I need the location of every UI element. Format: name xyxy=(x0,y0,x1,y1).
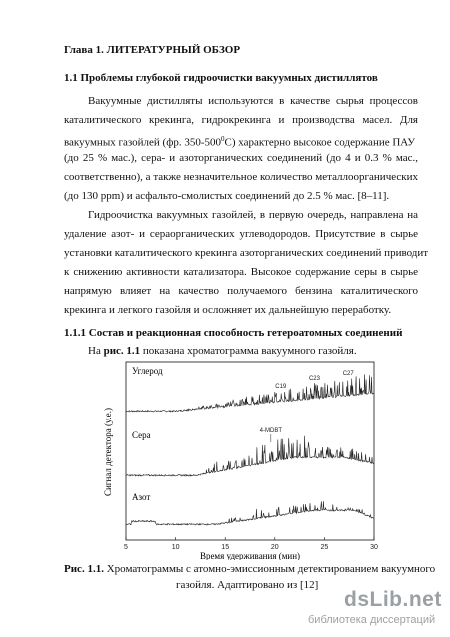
paragraph-line xyxy=(64,132,418,151)
paragraph-fragment: С) характерно высокое содержание ПАУ xyxy=(224,136,416,149)
watermark xyxy=(340,588,446,612)
superscript: 0 xyxy=(221,135,225,143)
section-title: 1.1 Проблемы глубокой гидроочистки вакуумных дистиллятов xyxy=(64,72,378,84)
paragraph-line: установки каталитического крекинга азоторганических соединений приводит xyxy=(64,247,429,259)
x-tick-label: 25 xyxy=(320,544,329,551)
carbon-trace xyxy=(126,374,374,412)
watermark-subtitle: библиотека диссертаций xyxy=(308,614,436,626)
annotation-c23: C23 xyxy=(308,376,320,382)
chromatogram-figure xyxy=(94,360,394,560)
x-tick-label: 20 xyxy=(270,544,279,551)
paragraph-line: Вакуумные дистилляты используются в качестве сырья процессов xyxy=(88,95,418,107)
figure-caption xyxy=(64,562,435,577)
nitrogen-trace xyxy=(126,501,374,525)
panel-label-nitrogen: Азот xyxy=(132,492,151,502)
figure-reference[interactable]: рис. 1.1 xyxy=(103,345,141,357)
paragraph-line: каталитического крекинга, гидрокрекинга и производства масел. Для xyxy=(64,114,418,126)
figure-caption-line2: газойля. Адаптировано из [12] xyxy=(176,579,319,591)
annotation-c27: C27 xyxy=(342,371,354,377)
x-tick-label: 15 xyxy=(221,544,230,551)
x-axis-ticks xyxy=(124,537,378,551)
sulfur-trace xyxy=(126,436,374,476)
paragraph-line: (до 130 ppm) и асфальто-смолистых соединений до 2.5 % мас. [8–11]. xyxy=(64,190,390,202)
paragraph-line: соответственно), а также незначительное количество металлоорганических xyxy=(64,171,418,183)
chapter-title: Глава 1. ЛИТЕРАТУРНЫЙ ОБЗОР xyxy=(64,44,241,56)
x-tick-label: 10 xyxy=(171,544,180,551)
panel-label-carbon: Углерод xyxy=(132,366,163,376)
annotation-4-mdbt: 4-MDBT xyxy=(259,428,283,434)
paragraph-line: удаление азот- и сераорганических углеводородов. Присутствие в сырье xyxy=(64,228,418,240)
x-axis-label: Время удерживания (мин) xyxy=(199,551,301,560)
subsection-title: 1.1.1 Состав и реакционная способность гетероатомных соединений xyxy=(64,327,403,339)
paragraph-line: напрямую влияет на качество получаемого бензина каталитического xyxy=(64,285,418,297)
paragraph-line: к снижению активности катализатора. Высокое содержание серы в сырье xyxy=(64,266,418,278)
paragraph-line: крекинга и легкого газойля и осложняет их дальнейшую переработку. xyxy=(64,304,392,316)
paragraph-line: (до 25 % мас.), сера- и азоторганических соединений (до 4 и 0.3 % мас., xyxy=(64,152,418,164)
caption-text: Хроматограммы с атомно-эмиссионным детектированием вакуумного xyxy=(103,563,436,575)
paragraph-line: Гидроочистка вакуумных газойлей, в первую очередь, направлена на xyxy=(88,209,418,221)
figure-intro: На рис. 1.1 показана хроматограмма вакуумного газойля. xyxy=(88,345,357,357)
caption-label: Рис. 1.1. xyxy=(64,563,104,575)
y-axis-label: Сигнал детектора (у.е.) xyxy=(103,407,113,497)
x-tick-label: 30 xyxy=(370,544,378,551)
panel-label-sulfur: Сера xyxy=(132,430,151,440)
watermark-logo: dsLib.net xyxy=(344,588,442,611)
x-tick-label: 5 xyxy=(124,544,128,551)
paragraph-fragment: вакуумных газойлей (фр. $350-500^0С$) характерно высокое содержание ПАУ xyxy=(64,135,416,149)
annotation-c19: C19 xyxy=(275,384,287,390)
